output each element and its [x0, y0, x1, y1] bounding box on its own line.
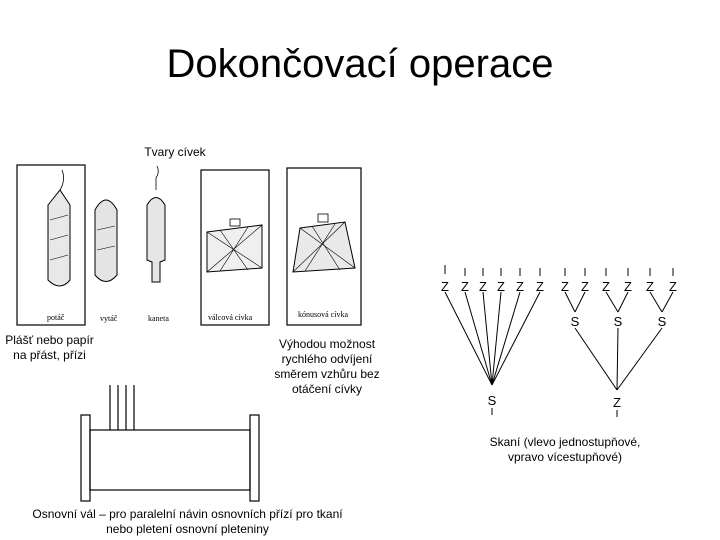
result-s-symbol: S [487, 393, 497, 408]
bobbin-shapes-figure [17, 165, 361, 325]
warp-beam-caption: Osnovní vál – pro paralelní návin osnovních přízí pro tkaní nebo pletení osnovní pleteniny [32, 507, 343, 536]
twist-caption: Skaní (vlevo jednostupňové, vpravo vícestupňové) [489, 435, 641, 464]
bobbin-labels [47, 310, 348, 323]
bobbin-shapes-caption: Tvary cívek [144, 145, 206, 159]
z-symbol: Z [479, 279, 487, 294]
label-cop: potáč [47, 313, 65, 322]
z-symbol: Z [624, 279, 632, 294]
z-symbol: Z [516, 279, 524, 294]
z-symbol: Z [561, 279, 569, 294]
z-symbol: Z [669, 279, 677, 294]
advantage-caption: Výhodou možnost rychlého odvíjení směrem vzhůru bez otáčení cívky [274, 337, 380, 396]
z-symbol: Z [581, 279, 589, 294]
label-cone: kónusová cívka [298, 310, 348, 319]
z-symbol: Z [461, 279, 469, 294]
s-symbol: S [613, 314, 623, 329]
result-z-symbol: Z [613, 395, 621, 410]
s-symbol: S [657, 314, 667, 329]
warp-beam-figure [81, 385, 259, 501]
z-symbol: Z [536, 279, 544, 294]
s-symbol: S [570, 314, 580, 329]
z-symbol: Z [646, 279, 654, 294]
label-sheath: vytáč [100, 314, 118, 323]
z-symbol: Z [441, 279, 449, 294]
label-pirn: kaneta [148, 314, 169, 323]
label-parallel-tube: válcová cívka [208, 313, 253, 322]
z-symbol: Z [602, 279, 610, 294]
z-symbol: Z [497, 279, 505, 294]
sheath-caption: Plášť nebo papír na přást, přízi [5, 333, 94, 362]
slide-title: Dokončovací operace [166, 42, 554, 86]
twist-symbols [441, 279, 677, 410]
